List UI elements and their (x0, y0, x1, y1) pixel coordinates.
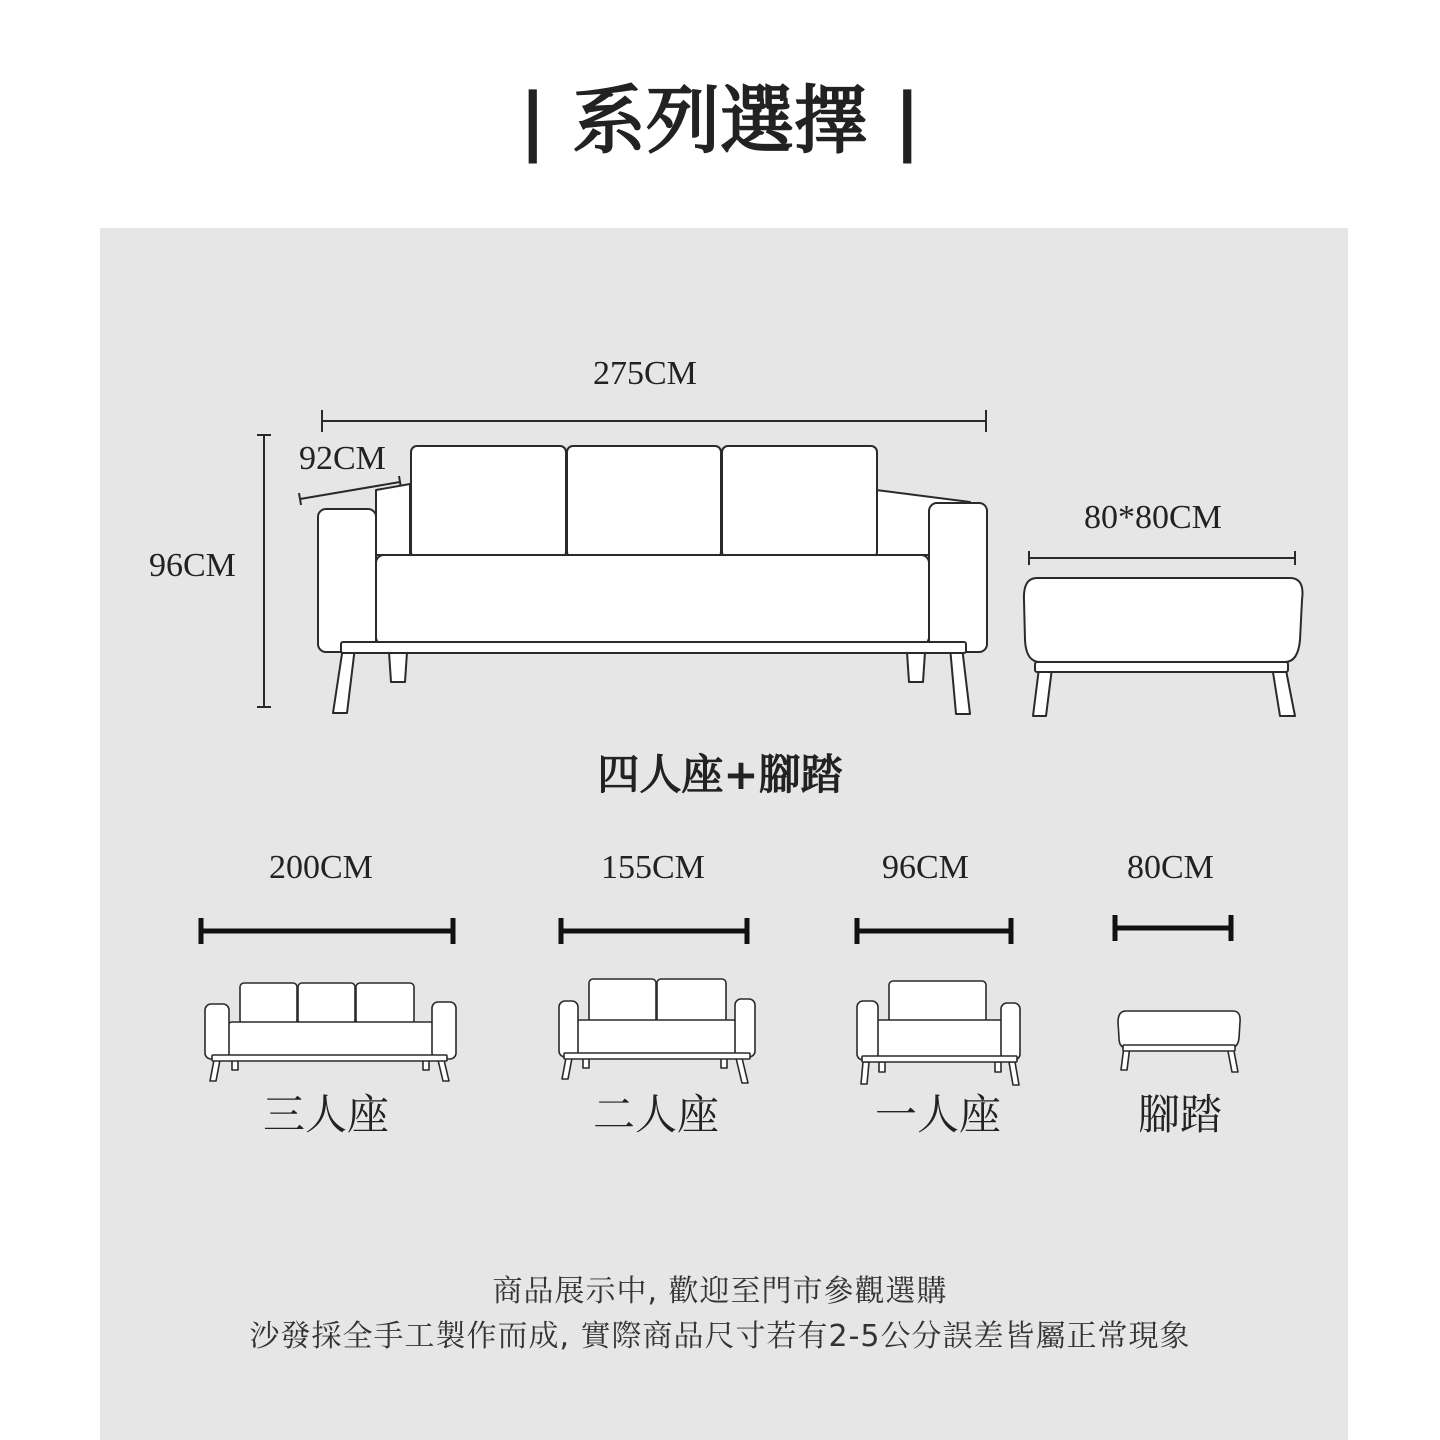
width-dimension-line (322, 410, 986, 432)
height-dimension-line (257, 435, 271, 707)
three-seat-width-label: 200CM (269, 849, 373, 886)
ottoman-dimension-line (1029, 551, 1295, 565)
main-height-label: 96CM (149, 547, 236, 584)
ottoman-width-label: 80CM (1127, 849, 1214, 886)
note-line-2: 沙發採全手工製作而成, 實際商品尺寸若有2-5公分誤差皆屬正常現象 (249, 1319, 1191, 1354)
two-seat-width-label: 155CM (601, 849, 705, 886)
two-seat-width-bar (561, 918, 747, 944)
main-width-label: 275CM (593, 355, 697, 392)
one-seat-width-bar (857, 918, 1011, 944)
one-seat-width-label: 96CM (882, 849, 969, 886)
one-seat-sofa-icon (857, 981, 1020, 1085)
two-seat-sofa-icon (559, 979, 755, 1083)
three-seat-label: 三人座 (262, 1090, 389, 1139)
ottoman-label: 腳踏 (1137, 1090, 1222, 1139)
note-line-1: 商品展示中, 歡迎至門市參觀選購 (492, 1274, 948, 1309)
main-diagram-caption: 四人座+腳踏 (597, 750, 843, 799)
page-title: | 系列選擇 | (519, 78, 921, 164)
ottoman-width-bar (1115, 915, 1231, 941)
ottoman-large-icon (1024, 551, 1303, 716)
two-seat-label: 二人座 (592, 1090, 719, 1139)
main-depth-label: 92CM (299, 440, 386, 477)
three-seat-width-bar (201, 918, 453, 944)
three-seat-sofa-icon (205, 983, 456, 1081)
ottoman-size-label: 80*80CM (1084, 499, 1222, 536)
ottoman-icon (1118, 1011, 1240, 1072)
one-seat-label: 一人座 (874, 1090, 1001, 1139)
